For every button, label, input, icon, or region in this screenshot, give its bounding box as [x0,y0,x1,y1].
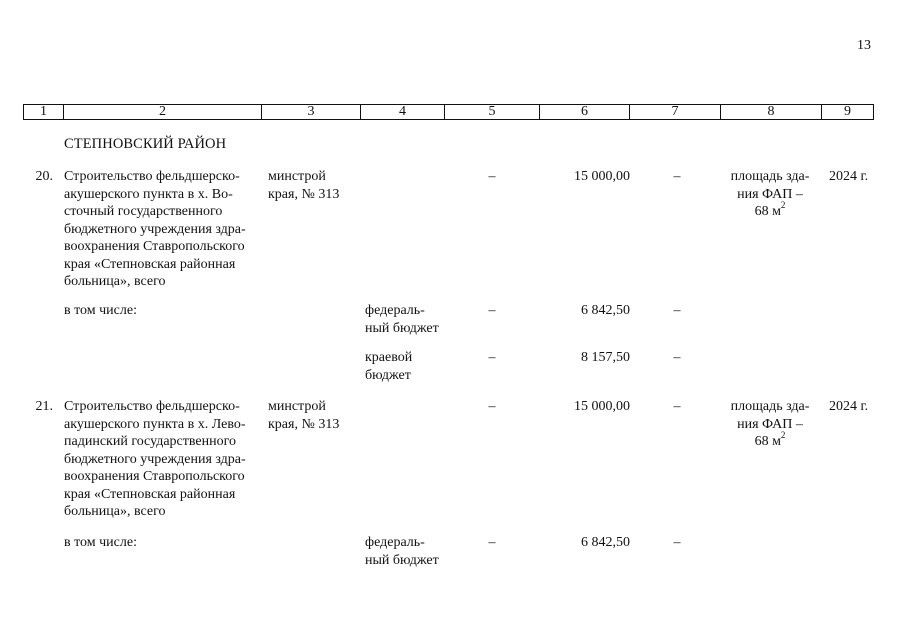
column-header-3: 3 [262,105,361,119]
row-number: 20. [35,169,53,184]
customer: минстрой края, № 313 [268,399,340,432]
funding-source: краевой бюджет [365,350,413,383]
capacity-superscript: 2 [780,430,786,441]
year: 2024 г. [829,169,869,184]
project-description: Строительство фельдшерско- акушерского пункта в х. Лево- падинский государственного бюджетного учреждения здра- воохранения Ставропольского края «Степновская районная больница», всего [64,399,246,519]
amount: 6 842,50 [581,535,630,550]
capacity-text: площадь зда- ния ФАП – 68 м [730,399,810,449]
row-number: 21. [35,399,53,414]
column-header-2: 2 [64,105,262,119]
col7-value: – [673,169,681,184]
amount: 6 842,50 [581,303,630,318]
capacity [720,398,820,451]
column-header-1: 1 [24,105,64,119]
col7-value: – [673,350,681,365]
capacity-superscript: 2 [780,200,786,211]
page-number: 13 [857,38,871,53]
project-description: Строительство фельдшерско- акушерского пункта в х. Во- сточный государственного бюджетного учреждения здра- воохранения Ставропольского края «Степновская районная больница», всего [64,169,246,289]
col5-value: – [488,399,496,414]
year: 2024 г. [829,399,869,414]
table-header [23,104,874,120]
col5-value: – [488,169,496,184]
col5-value: – [488,535,496,550]
col7-value: – [673,399,681,414]
amount: 8 157,50 [581,350,630,365]
capacity [720,168,820,221]
column-header-4: 4 [361,105,445,119]
column-header-6: 6 [540,105,630,119]
column-header-9: 9 [844,104,851,119]
column-header-8: 8 [721,105,822,119]
including-label: в том числе: [64,535,137,550]
funding-source: федераль- ный бюджет [365,303,439,336]
amount: 15 000,00 [574,169,630,184]
col7-value: – [673,535,681,550]
column-header-5: 5 [445,105,540,119]
col5-value: – [488,303,496,318]
section-title: СТЕПНОВСКИЙ РАЙОН [64,136,227,152]
amount: 15 000,00 [574,399,630,414]
col7-value: – [673,303,681,318]
customer: минстрой края, № 313 [268,169,340,202]
funding-source: федераль- ный бюджет [365,535,439,568]
capacity-text: площадь зда- ния ФАП – 68 м [730,169,810,219]
including-label: в том числе: [64,303,137,318]
column-header-7: 7 [630,105,721,119]
col5-value: – [488,350,496,365]
